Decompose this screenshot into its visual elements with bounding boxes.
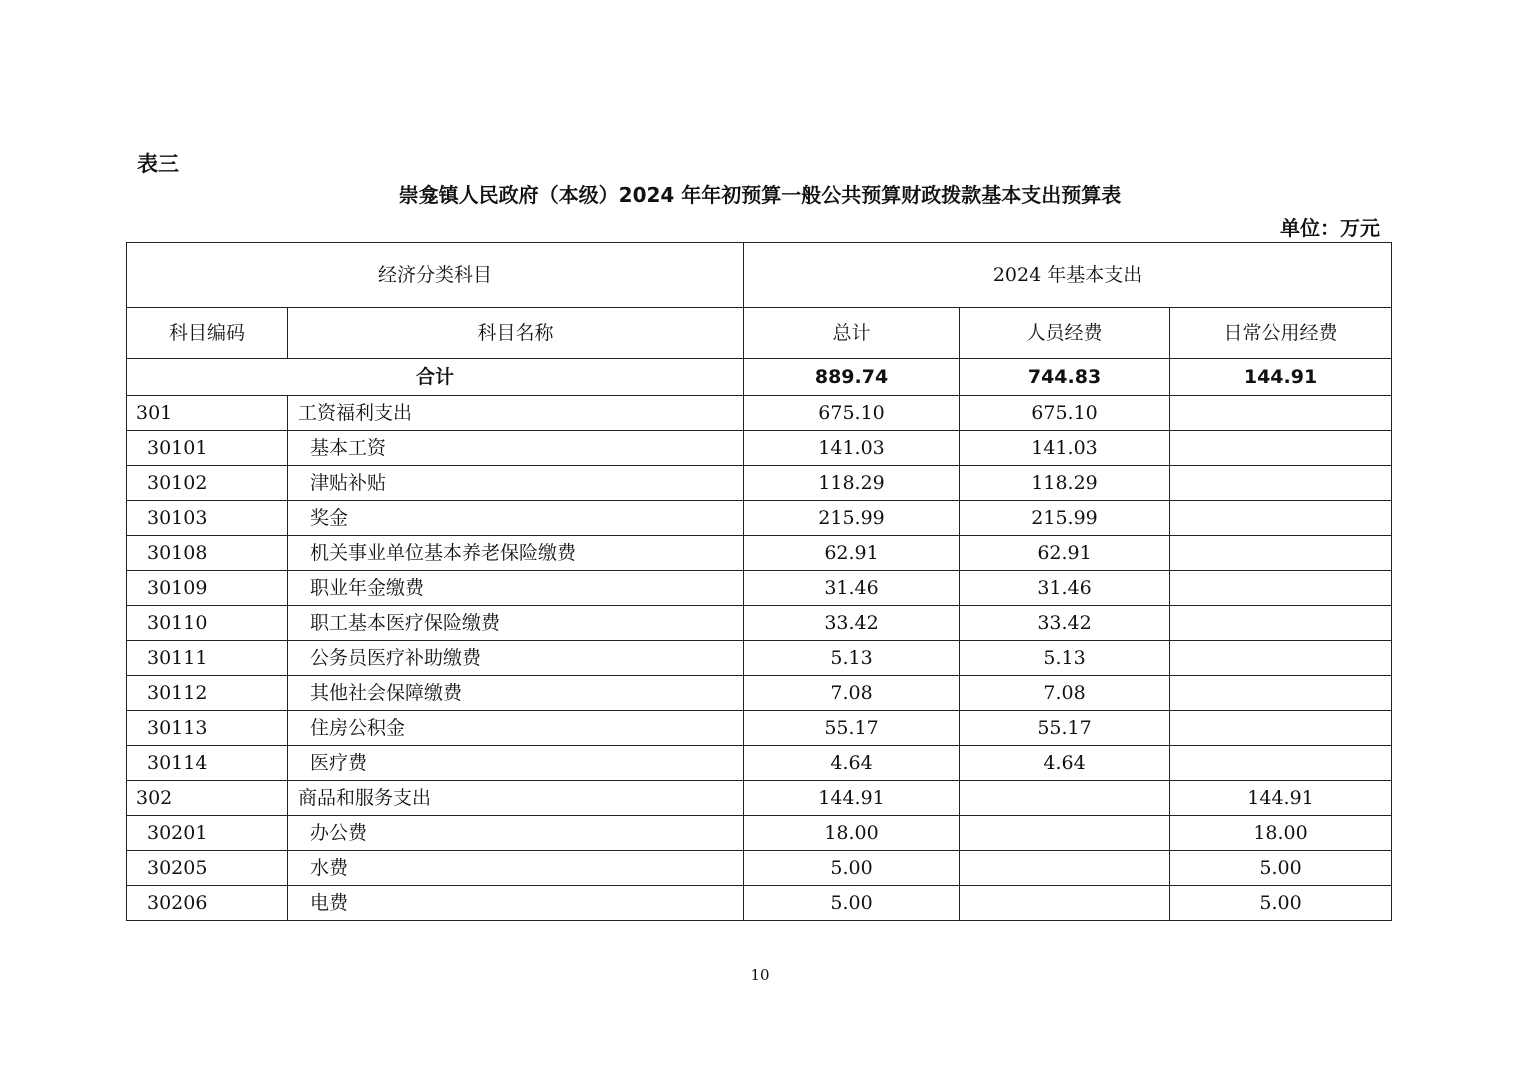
row-personnel: 5.13 — [960, 641, 1170, 676]
row-personnel: 675.10 — [960, 396, 1170, 431]
row-total: 118.29 — [744, 466, 960, 501]
row-name: 基本工资 — [288, 431, 744, 466]
row-total: 4.64 — [744, 746, 960, 781]
table-row — [127, 501, 1392, 536]
table-label: 表三 — [137, 152, 179, 176]
total-row — [127, 359, 1392, 396]
row-personnel: 7.08 — [960, 676, 1170, 711]
table-row — [127, 816, 1392, 851]
row-public — [1170, 396, 1392, 431]
row-code: 30113 — [127, 711, 288, 746]
row-name: 津贴补贴 — [288, 466, 744, 501]
column-header-personnel: 人员经费 — [960, 308, 1170, 359]
table-row — [127, 466, 1392, 501]
row-code: 30102 — [127, 466, 288, 501]
table-row — [127, 746, 1392, 781]
row-name: 水费 — [288, 851, 744, 886]
row-personnel: 31.46 — [960, 571, 1170, 606]
column-header-code: 科目编码 — [127, 308, 288, 359]
row-public: 18.00 — [1170, 816, 1392, 851]
column-header-row — [127, 308, 1392, 359]
row-total: 55.17 — [744, 711, 960, 746]
row-name: 机关事业单位基本养老保险缴费 — [288, 536, 744, 571]
total-personnel: 744.83 — [960, 359, 1170, 396]
row-total: 62.91 — [744, 536, 960, 571]
row-public — [1170, 746, 1392, 781]
row-public — [1170, 711, 1392, 746]
row-name: 医疗费 — [288, 746, 744, 781]
row-total: 18.00 — [744, 816, 960, 851]
unit-label: 单位：万元 — [1280, 216, 1380, 240]
group-header-right: 2024 年基本支出 — [744, 243, 1392, 308]
row-code: 30201 — [127, 816, 288, 851]
row-public: 5.00 — [1170, 886, 1392, 921]
row-personnel — [960, 816, 1170, 851]
row-name: 商品和服务支出 — [288, 781, 744, 816]
row-total: 141.03 — [744, 431, 960, 466]
row-code: 30112 — [127, 676, 288, 711]
table-row — [127, 396, 1392, 431]
table-row — [127, 536, 1392, 571]
group-header-row — [127, 243, 1392, 308]
table-row — [127, 851, 1392, 886]
row-code: 30101 — [127, 431, 288, 466]
row-personnel: 55.17 — [960, 711, 1170, 746]
column-header-total: 总计 — [744, 308, 960, 359]
row-code: 30110 — [127, 606, 288, 641]
row-code: 30108 — [127, 536, 288, 571]
row-code: 30109 — [127, 571, 288, 606]
table-row — [127, 606, 1392, 641]
column-header-public: 日常公用经费 — [1170, 308, 1392, 359]
row-public — [1170, 431, 1392, 466]
table-row — [127, 431, 1392, 466]
table-row — [127, 886, 1392, 921]
row-total: 144.91 — [744, 781, 960, 816]
row-total: 7.08 — [744, 676, 960, 711]
column-header-name: 科目名称 — [288, 308, 744, 359]
table-row — [127, 571, 1392, 606]
row-total: 33.42 — [744, 606, 960, 641]
row-personnel: 62.91 — [960, 536, 1170, 571]
row-public — [1170, 466, 1392, 501]
page-number: 10 — [750, 966, 770, 984]
row-personnel: 141.03 — [960, 431, 1170, 466]
row-personnel: 118.29 — [960, 466, 1170, 501]
row-public — [1170, 536, 1392, 571]
page-title: 崇龛镇人民政府（本级）2024 年年初预算一般公共预算财政拨款基本支出预算表 — [398, 183, 1122, 207]
row-total: 31.46 — [744, 571, 960, 606]
row-total: 5.00 — [744, 851, 960, 886]
table-row — [127, 711, 1392, 746]
row-public — [1170, 571, 1392, 606]
row-name: 公务员医疗补助缴费 — [288, 641, 744, 676]
row-total: 675.10 — [744, 396, 960, 431]
row-code: 30206 — [127, 886, 288, 921]
row-total: 5.13 — [744, 641, 960, 676]
row-public: 5.00 — [1170, 851, 1392, 886]
row-total: 5.00 — [744, 886, 960, 921]
row-name: 奖金 — [288, 501, 744, 536]
row-name: 职工基本医疗保险缴费 — [288, 606, 744, 641]
row-public — [1170, 676, 1392, 711]
row-public — [1170, 641, 1392, 676]
row-public — [1170, 501, 1392, 536]
row-personnel: 33.42 — [960, 606, 1170, 641]
row-personnel — [960, 781, 1170, 816]
row-name: 其他社会保障缴费 — [288, 676, 744, 711]
row-name: 职业年金缴费 — [288, 571, 744, 606]
table-row — [127, 781, 1392, 816]
row-code: 30103 — [127, 501, 288, 536]
row-personnel: 4.64 — [960, 746, 1170, 781]
total-public: 144.91 — [1170, 359, 1392, 396]
row-code: 301 — [127, 396, 288, 431]
total-label: 合计 — [127, 359, 744, 396]
row-name: 办公费 — [288, 816, 744, 851]
row-personnel — [960, 851, 1170, 886]
row-code: 30111 — [127, 641, 288, 676]
row-code: 30114 — [127, 746, 288, 781]
row-name: 电费 — [288, 886, 744, 921]
group-header-left: 经济分类科目 — [127, 243, 744, 308]
budget-table — [126, 242, 1392, 921]
row-public — [1170, 606, 1392, 641]
row-name: 工资福利支出 — [288, 396, 744, 431]
row-name: 住房公积金 — [288, 711, 744, 746]
row-personnel: 215.99 — [960, 501, 1170, 536]
row-code: 302 — [127, 781, 288, 816]
row-total: 215.99 — [744, 501, 960, 536]
row-public: 144.91 — [1170, 781, 1392, 816]
total-total: 889.74 — [744, 359, 960, 396]
table-row — [127, 676, 1392, 711]
table-row — [127, 641, 1392, 676]
row-personnel — [960, 886, 1170, 921]
row-code: 30205 — [127, 851, 288, 886]
